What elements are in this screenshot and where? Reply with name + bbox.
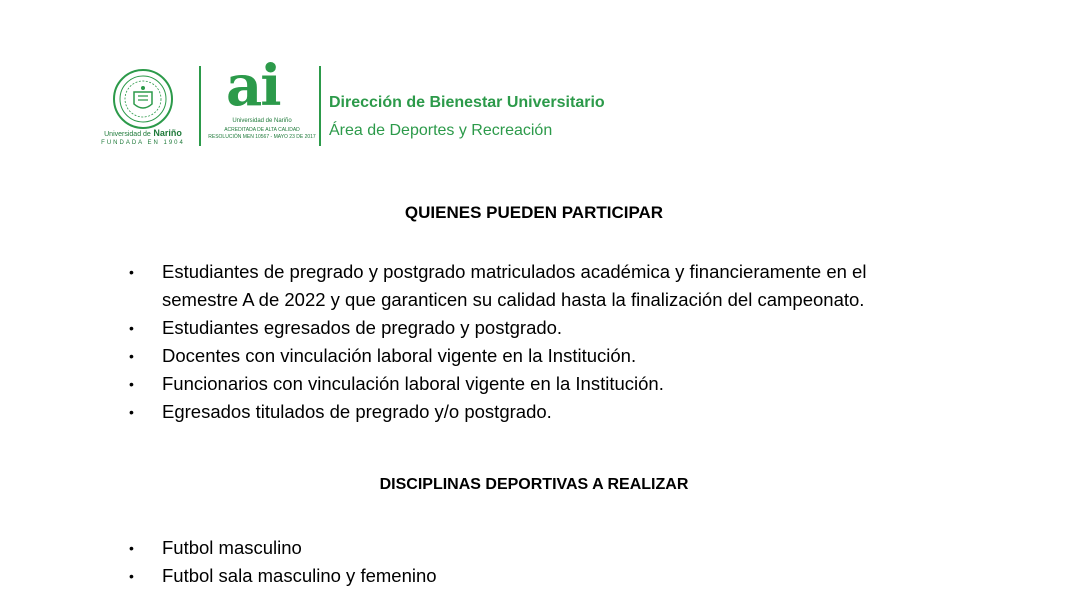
- list-item: • Docentes con vinculación laboral vigente en la Institución.: [0, 342, 1068, 370]
- bullet-icon: •: [129, 404, 134, 420]
- letterhead: [0, 0, 1068, 160]
- bullet-icon: •: [129, 348, 134, 364]
- bullet-icon: •: [129, 540, 134, 556]
- accreditation-line-1: ACREDITADA DE ALTA CALIDAD: [224, 127, 300, 133]
- list-item: • Egresados titulados de pregrado y/o postgrado.: [0, 398, 1068, 426]
- bullet-icon: •: [129, 568, 134, 584]
- bullet-icon: •: [129, 376, 134, 392]
- disciplines-list: [0, 534, 1068, 590]
- list-item: • Futbol sala masculino y femenino: [0, 562, 1068, 590]
- list-item: • Futbol masculino: [0, 534, 1068, 562]
- department-title: Dirección de Bienestar Universitario: [329, 94, 605, 111]
- university-founded: FUNDADA EN 1904: [101, 140, 185, 146]
- accreditation-logo-mark: ai: [226, 53, 280, 119]
- section-title-disciplines: DISCIPLINAS DEPORTIVAS A REALIZAR: [379, 476, 689, 493]
- list-item: • Estudiantes de pregrado y postgrado matriculados académica y financieramente en el: [0, 258, 1068, 286]
- header-divider-1: [199, 66, 201, 146]
- university-seal-icon: [112, 68, 174, 130]
- header-divider-2: [319, 66, 321, 146]
- accreditation-university: Universidad de Nariño: [232, 118, 292, 124]
- accreditation-line-2: RESOLUCIÓN MEN 10567 - MAYO 23 DE 2017: [208, 134, 316, 140]
- section-title-participants: QUIENES PUEDEN PARTICIPAR: [404, 203, 664, 222]
- participants-list: [0, 258, 1068, 426]
- bullet-icon: •: [129, 264, 134, 280]
- list-item: • Funcionarios con vinculación laboral vigente en la Institución.: [0, 370, 1068, 398]
- list-item-continuation: semestre A de 2022 y que garanticen su calidad hasta la finalización del campeonato.: [162, 289, 865, 310]
- university-name: Universidad de Nariño: [104, 128, 182, 138]
- list-item: • Estudiantes egresados de pregrado y postgrado.: [0, 314, 1068, 342]
- bullet-icon: •: [129, 320, 134, 336]
- department-subtitle: Área de Deportes y Recreación: [329, 122, 553, 139]
